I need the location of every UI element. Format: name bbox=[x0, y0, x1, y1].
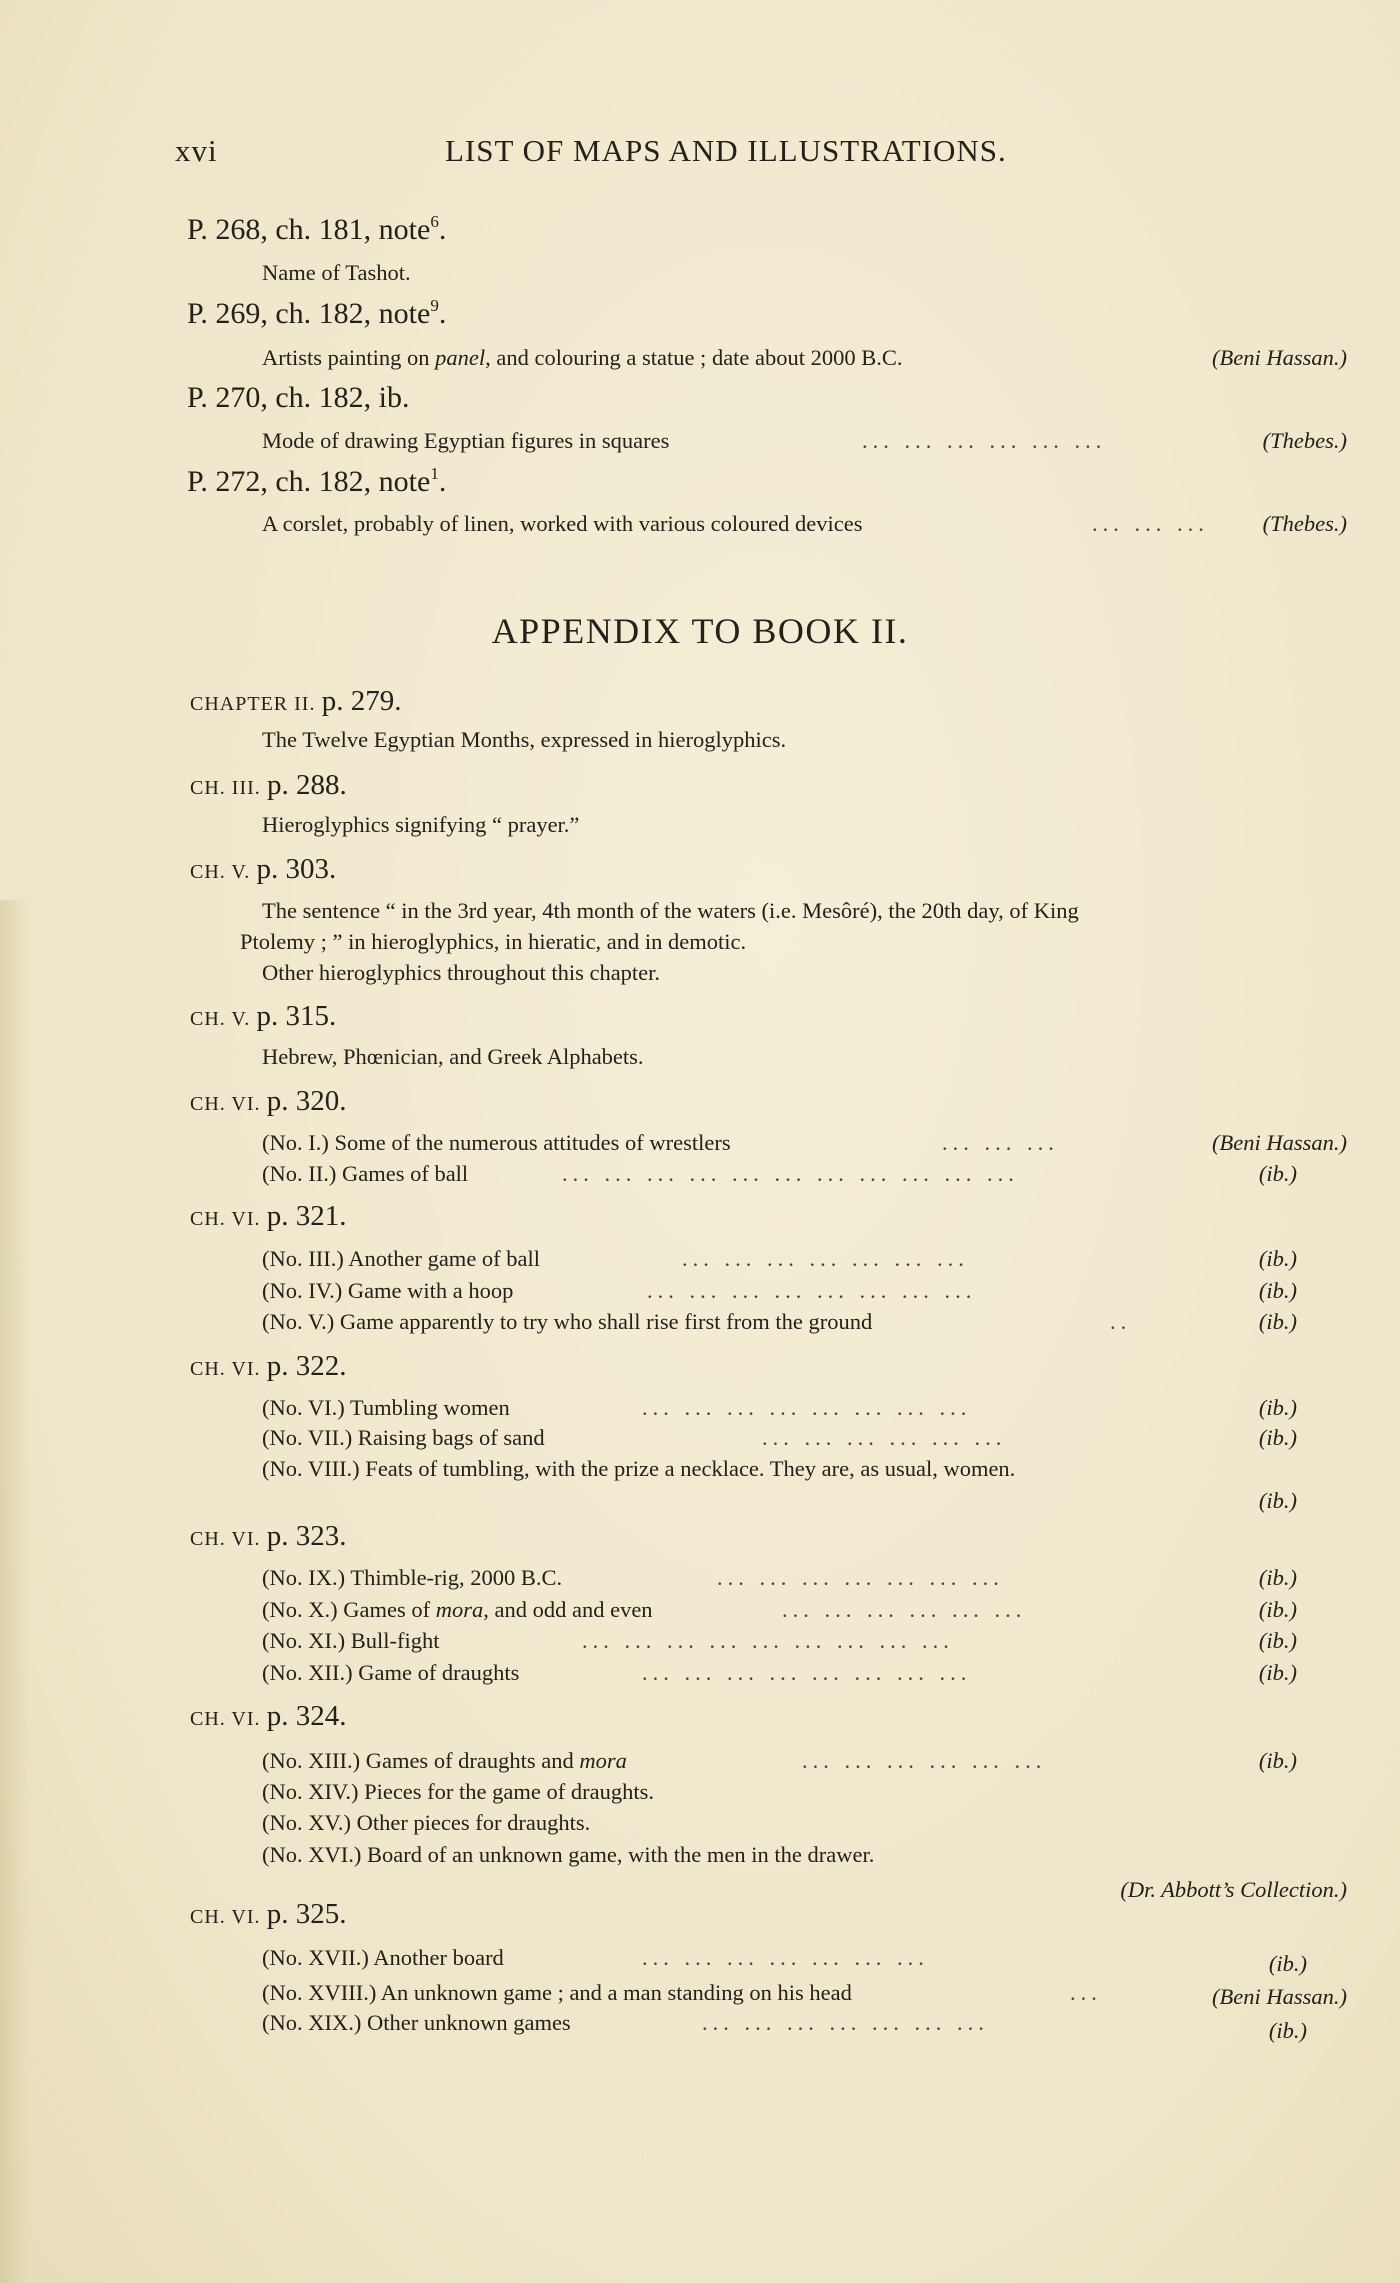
source-label: (ib.) bbox=[1258, 1309, 1297, 1334]
list-item: (No. II.) Games of ball ... ... ... ... ... ... ... ... ... ... ... (ib.) bbox=[262, 1161, 1297, 1186]
list-item bbox=[262, 1488, 1347, 1518]
list-item: (No. VI.) Tumbling women ... ... ... ... ... ... ... ... (ib.) bbox=[262, 1395, 1297, 1420]
source-label: (ib.) bbox=[1268, 1951, 1307, 1976]
source-label: (ib.) bbox=[1258, 1278, 1297, 1303]
entry-desc: Name of Tashot. bbox=[262, 260, 411, 285]
list-item: (No. VII.) Raising bags of sand ... ... ... ... ... ... (ib.) bbox=[262, 1425, 1297, 1450]
chapter-line: Ptolemy ; ” in hieroglyphics, in hieratic, and in demotic. bbox=[240, 929, 747, 954]
chapter-line: The sentence “ in the 3rd year, 4th month of the waters (i.e. Mesôré), the 20th day, of King bbox=[262, 898, 1079, 923]
appendix-title: APPENDIX TO BOOK II. bbox=[491, 611, 909, 651]
source-label: (Beni Hassan.) bbox=[1212, 1130, 1347, 1155]
entry-desc: Mode of drawing Egyptian figures in squares ... ... ... ... ... ... (Thebes.) bbox=[262, 428, 1347, 453]
entry-desc: A corslet, probably of linen, worked with various coloured devices ... ... ... (Thebes.) bbox=[262, 511, 1347, 536]
source-label: (ib.) bbox=[1258, 1395, 1297, 1420]
source-label: (Thebes.) bbox=[1262, 428, 1347, 453]
list-item: (No. XVI.) Board of an unknown game, with the men in the drawer. bbox=[262, 1842, 875, 1867]
list-item: (No. XIII.) Games of draughts and mora ... ... ... ... ... ... (ib.) bbox=[262, 1748, 1297, 1773]
entry-ref: P. 268, ch. 181, note$^6$. bbox=[187, 212, 447, 246]
entry-ref: P. 270, ch. 182, ib. bbox=[187, 381, 410, 414]
list-item: (No. XII.) Game of draughts ... ... ... ... ... ... ... ... (ib.) bbox=[262, 1660, 1297, 1685]
chapter-heading: CH. VI. p. 321. bbox=[190, 1200, 347, 1232]
list-item: (No. XI.) Bull-fight ... ... ... ... ... ... ... ... ... (ib.) bbox=[262, 1628, 1297, 1653]
source-label: (Dr. Abbott’s Collection.) bbox=[1120, 1877, 1347, 1902]
entry-ref: P. 272, ch. 182, note$^1$. bbox=[187, 464, 447, 498]
list-item: (No. III.) Another game of ball ... ... ... ... ... ... ... (ib.) bbox=[262, 1246, 1297, 1271]
chapter-line: Hieroglyphics signifying “ prayer.” bbox=[262, 812, 580, 837]
entry-desc: Artists painting on panel, and colouring a statue ; date about 2000 B.C. (Beni Hassan.) bbox=[262, 345, 1347, 370]
source-label: (ib.) bbox=[1258, 1628, 1297, 1653]
source-label: (ib.) bbox=[1258, 1488, 1297, 1513]
list-item: (No. X.) Games of mora, and odd and even ... ... ... ... ... ... (ib.) bbox=[262, 1597, 1297, 1622]
list-item: (No. I.) Some of the numerous attitudes of wrestlers ... ... ... (Beni Hassan.) bbox=[262, 1130, 1347, 1155]
source-label: (Beni Hassan.) bbox=[1212, 1984, 1347, 2009]
source-label: (Beni Hassan.) bbox=[1212, 345, 1347, 370]
chapter-heading: CH. VI. p. 323. bbox=[190, 1520, 347, 1552]
source-label: (ib.) bbox=[1258, 1597, 1297, 1622]
entry-ref: P. 269, ch. 182, note$^9$. bbox=[187, 296, 447, 330]
list-item: (No. IX.) Thimble-rig, 2000 B.C. ... ... ... ... ... ... ... (ib.) bbox=[262, 1565, 1297, 1590]
chapter-heading: CH. VI. p. 324. bbox=[190, 1700, 347, 1732]
chapter-heading: CH. VI. p. 325. bbox=[190, 1898, 347, 1930]
page-edge-stain bbox=[0, 900, 30, 2283]
list-item: (No. XIV.) Pieces for the game of draughts. bbox=[262, 1779, 654, 1804]
chapter-heading: CH. V. p. 303. bbox=[190, 853, 337, 885]
source-label: (ib.) bbox=[1258, 1246, 1297, 1271]
source-label: (ib.) bbox=[1258, 1660, 1297, 1685]
source-label: (ib.) bbox=[1258, 1565, 1297, 1590]
chapter-line: Hebrew, Phœnician, and Greek Alphabets. bbox=[262, 1044, 644, 1069]
page-number: xvi bbox=[175, 133, 218, 168]
chapter-heading: CH. V. p. 315. bbox=[190, 1000, 337, 1032]
source-label: (ib.) bbox=[1258, 1748, 1297, 1773]
list-item: (No. V.) Game apparently to try who shall rise first from the ground .. (ib.) bbox=[262, 1309, 1297, 1334]
list-item: (No. XIX.) Other unknown games ... ... ... ... ... ... ... (ib.) bbox=[262, 2010, 1307, 2043]
chapter-heading: CH. VI. p. 322. bbox=[190, 1350, 347, 1382]
page-header bbox=[175, 133, 1095, 173]
list-item: (No. XVII.) Another board ... ... ... ... ... ... ... (ib.) bbox=[262, 1945, 1307, 1976]
source-label: (ib.) bbox=[1268, 2018, 1307, 2043]
running-head: LIST OF MAPS AND ILLUSTRATIONS. bbox=[445, 133, 1007, 168]
chapter-line: Other hieroglyphics throughout this chapter. bbox=[262, 960, 661, 985]
source-label: (ib.) bbox=[1258, 1161, 1297, 1186]
chapter-heading: CHAPTER II. p. 279. bbox=[190, 685, 402, 717]
source-label: (Thebes.) bbox=[1262, 511, 1347, 536]
chapter-heading: CH. III. p. 288. bbox=[190, 769, 347, 801]
source-label: (ib.) bbox=[1258, 1425, 1297, 1450]
chapter-heading: CH. VI. p. 320. bbox=[190, 1085, 347, 1117]
list-item: (No. IV.) Game with a hoop ... ... ... ... ... ... ... ... (ib.) bbox=[262, 1278, 1297, 1303]
list-item: (No. XVIII.) An unknown game ; and a man standing on his head ... (Beni Hassan.) bbox=[262, 1980, 1347, 2009]
list-item: (No. VIII.) Feats of tumbling, with the prize a necklace. They are, as usual, women. bbox=[262, 1456, 1016, 1481]
chapter-line: The Twelve Egyptian Months, expressed in hieroglyphics. bbox=[262, 727, 787, 752]
list-item bbox=[262, 1877, 1347, 1907]
list-item: (No. XV.) Other pieces for draughts. bbox=[262, 1810, 591, 1835]
